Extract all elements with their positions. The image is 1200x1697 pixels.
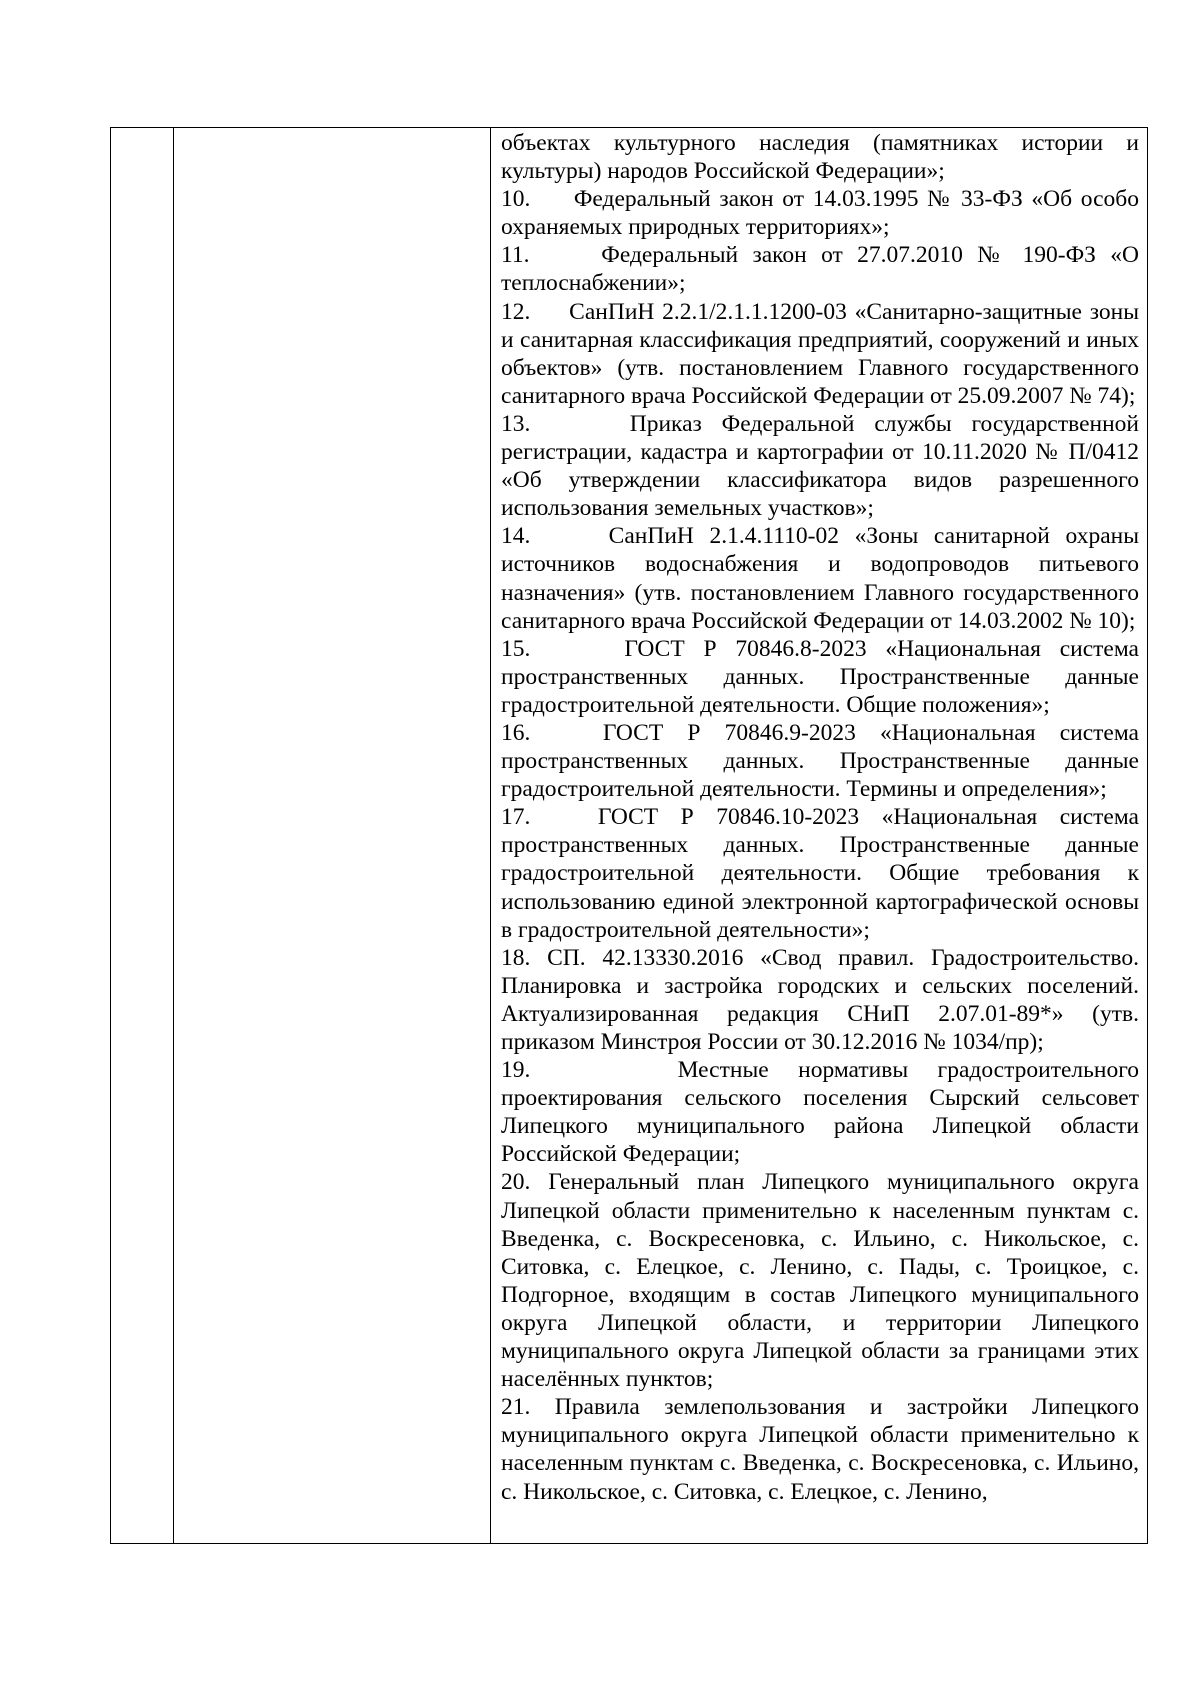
row-name-cell xyxy=(174,128,491,1543)
document-paragraph-16: 16. ГОСТ Р 70846.9-2023 «Национальная система пространственных данных. Пространственные данные градостроительной деятельности. Термины и определения»; xyxy=(501,719,1139,803)
document-paragraph-10: 10. Федеральный закон от 14.03.1995 № 33-ФЗ «Об особо охраняемых природных территориях»; xyxy=(501,186,1139,241)
document-paragraph-14: 14. СанПиН 2.1.4.1110-02 «Зоны санитарной охраны источников водоснабжения и водопроводов питьевого назначения» (утв. постановлением Главного государственного санитарного врача Российской Федерации от 14.03.2002 № 10); xyxy=(501,523,1139,634)
document-table xyxy=(110,127,1148,1544)
document-paragraph-18: 18. СП. 42.13330.2016 «Свод правил. Градостроительство. Планировка и застройка городских и сельских поселений. Актуализированная редакция СНиП 2.07.01-89*» (утв. приказом Минстроя России от 30.12.2016 № 1034/пр); xyxy=(501,944,1139,1055)
document-paragraph-15: 15. ГОСТ Р 70846.8-2023 «Национальная система пространственных данных. Пространственные данные градостроительной деятельности. Общие положения»; xyxy=(501,635,1139,718)
document-paragraph-13: 13. Приказ Федеральной службы государственной регистрации, кадастра и картографии от 10.11.2020 № П/0412 «Об утверждении классификатора видов разрешенного использования земельных участков»; xyxy=(501,410,1139,522)
document-paragraph-12: 12. СанПиН 2.2.1/2.1.1.1200-03 «Санитарно-защитные зоны и санитарная классификация предприятий, сооружений и иных объектов» (утв. постановлением Главного государственного санитарного врача Российской Федерации от 25.09.2007 № 74); xyxy=(501,298,1139,409)
document-paragraph-continued: объектах культурного наследия (памятниках истории и культуры) народов Российской Федерации»; xyxy=(501,130,1139,185)
document-paragraph-21: 21. Правила землепользования и застройки Липецкого муниципального округа Липецкой области применительно к населенным пунктам с. Введенка, с. Воскресеновка, с. Ильино, с. Никольское, с. Ситовка, с. Елецкое, с. Ленино, xyxy=(501,1394,1139,1505)
document-paragraph-20: 20. Генеральный план Липецкого муниципального округа Липецкой области применительно к населенным пунктам с. Введенка, с. Воскресеновка, с. Ильино, с. Никольское, с. Ситовка, с. Елецкое, с. Ленино, с. Пады, с. Троицкое, с. Подгорное, входящим в состав Липецкого муниципального округа Липецкой области, и территории Липецкого муниципального округа Липецкой области за границами этих населённых пунктов; xyxy=(501,1169,1139,1393)
document-paragraph-19: 19. Местные нормативы градостроительного проектирования сельского поселения Сырский сельсовет Липецкого муниципального района Липецкой области Российской Федерации; xyxy=(501,1057,1139,1168)
row-number-cell xyxy=(111,128,174,1543)
regulatory-documents-cell xyxy=(491,128,1147,1543)
document-paragraph-11: 11. Федеральный закон от 27.07.2010 № 190-ФЗ «О теплоснабжении»; xyxy=(501,242,1139,297)
document-paragraph-17: 17. ГОСТ Р 70846.10-2023 «Национальная система пространственных данных. Пространственные данные градостроительной деятельности. Общие требования к использованию единой электронной картографической основы в градостроительной деятельности»; xyxy=(501,804,1139,943)
